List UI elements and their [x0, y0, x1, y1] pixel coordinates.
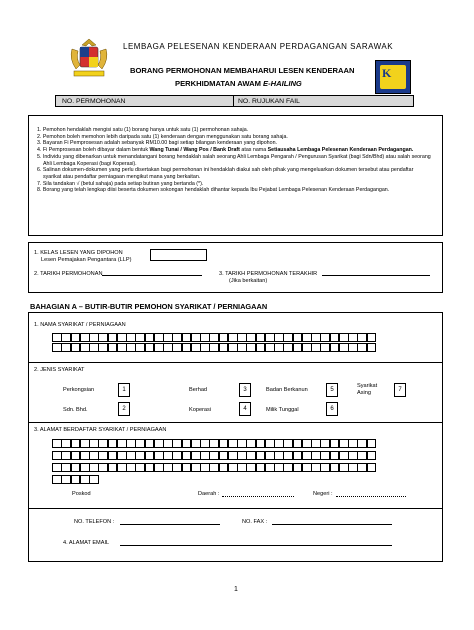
negeri-label: Negeri :: [313, 491, 333, 497]
tarikh-terakhir-input[interactable]: [322, 275, 430, 276]
tarikh-terakhir-label: 3. TARIKH PERMOHONAN TERAKHIR: [219, 271, 318, 277]
email-label: 4. ALAMAT EMAIL: [63, 540, 110, 546]
fax-label: NO. FAX :: [242, 519, 268, 525]
lpkp-logo-icon: [375, 60, 411, 94]
type-checkbox-3[interactable]: 3: [239, 383, 251, 397]
char-cell[interactable]: [367, 439, 377, 448]
form-title-prefix: PERKHIDMATAN AWAM: [175, 79, 264, 88]
instruction-item: 8. Borang yang telah lengkap diisi beserta dokumen sokongan hendaklah dihantar kepada Ibu Pejabat Lembaga Pelesenan Kenderaan Perdagangan.: [37, 187, 390, 194]
agency-name: LEMBAGA PELESENAN KENDERAAN PERDAGANGAN SARAWAK: [123, 42, 394, 51]
instructions-list: [37, 127, 432, 194]
instruction-item: 7. Sila tandakan √ (betul sahaja) pada setiap butiran yang bertanda (*).: [37, 180, 204, 187]
type-checkbox-7[interactable]: 7: [394, 383, 406, 397]
type-checkbox-6[interactable]: 6: [326, 402, 338, 416]
nama-syarikat-grid-row1[interactable]: [52, 333, 376, 342]
divider: [28, 508, 443, 509]
instruction-item: 1. Pemohon hendaklah mengisi satu (1) borang hanya untuk satu (1) permohonan sahaja.: [37, 127, 249, 133]
type-label-perkongsian: Perkongsian: [63, 387, 95, 393]
negeri-input[interactable]: [336, 496, 406, 497]
page-number: 1: [234, 586, 238, 593]
kelas-lesen-label: 1. KELAS LESEN YANG DIPOHON: [34, 250, 123, 256]
fax-input[interactable]: [272, 524, 392, 525]
form-title-italic: E-HAILING: [263, 79, 302, 88]
section-a-title: BAHAGIAN A – BUTIR-BUTIR PEMOHON SYARIKAT / PERNIAGAAN: [30, 302, 268, 311]
type-checkbox-2[interactable]: 2: [118, 402, 130, 416]
instruction-item: 6. Salinan dokumen-dokumen yang perlu disertakan bagi permohonan ini hendaklah diakui sah oleh pihak yang mengeluarkan dokumen tersebut atau pendaftar syarikat atau pendaftar perniagaan mengikut mana yang berkaitan.: [37, 167, 414, 180]
telefon-input[interactable]: [120, 524, 220, 525]
jenis-syarikat-label: 2. JENIS SYARIKAT: [34, 367, 85, 373]
type-label-milik-tunggal: Milik Tunggal: [266, 407, 299, 413]
alamat-grid-row2[interactable]: [52, 451, 376, 460]
char-cell[interactable]: [367, 463, 377, 472]
lpkp-logo-text: K: [382, 66, 392, 80]
instruction-item: 5. Individu yang dibenarkan untuk menandatangani borang hendaklah salah seorang Ahli Lembaga Pengarah / Pengurusan Syarikat (bagi Sdn/Bhd) atau salah seorang Ahli Lembaga Koperasi (bagi Koperasi).: [37, 153, 431, 167]
alamat-grid-row1[interactable]: [52, 439, 376, 448]
char-cell[interactable]: [367, 451, 377, 460]
char-cell[interactable]: [89, 475, 99, 484]
daerah-input[interactable]: [222, 496, 294, 497]
form-title-line2: [175, 79, 302, 88]
tarikh-terakhir-sub: (Jika berkaitan): [229, 278, 268, 284]
nama-syarikat-label: 1. NAMA SYARIKAT / PERNIAGAAN: [34, 322, 126, 328]
instruction-item: 2. Pemohon boleh memohon lebih daripada satu (1) kenderaan dengan menggunakan satu borang sahaja.: [37, 133, 288, 140]
char-cell[interactable]: [367, 343, 377, 352]
type-label-koperasi: Koperasi: [189, 407, 212, 413]
kelas-lesen-sub: Lesen Pemajakan Pengantara (LLP): [41, 257, 132, 263]
poskod-label: Poskod: [72, 491, 91, 497]
divider: [28, 362, 443, 363]
type-checkbox-1[interactable]: 1: [118, 383, 130, 397]
type-checkbox-4[interactable]: 4: [239, 402, 251, 416]
no-rujukan-fail-field[interactable]: NO. RUJUKAN FAIL: [238, 98, 300, 105]
daerah-label: Daerah :: [198, 491, 220, 497]
reference-bar: [55, 95, 414, 107]
divider: [28, 422, 443, 423]
no-permohonan-field[interactable]: NO. PERMOHONAN: [56, 96, 234, 106]
type-checkbox-5[interactable]: 5: [326, 383, 338, 397]
instructions-box: [28, 115, 443, 236]
tarikh-permohonan-label: 2. TARIKH PERMOHONAN: [34, 271, 103, 277]
poskod-grid[interactable]: [52, 475, 98, 484]
char-cell[interactable]: [367, 333, 377, 342]
tarikh-permohonan-input[interactable]: [102, 275, 202, 276]
email-input[interactable]: [120, 545, 392, 546]
type-label-badan-berkanun: Badan Berkanun: [266, 387, 308, 393]
type-label-berhad: Berhad: [189, 387, 208, 393]
kelas-lesen-input[interactable]: [150, 249, 207, 261]
alamat-grid-row3[interactable]: [52, 463, 376, 472]
instruction-item: 3. Bayaran Fi Pemprosesan adalah sebanyak RM10.00 bagi setiap bilangan kenderaan yang dipohon.: [37, 140, 277, 147]
type-label-syarikat-asing: Syarikat Asing: [357, 383, 378, 396]
alamat-label: 3. ALAMAT BERDAFTAR SYARIKAT / PERNIAGAAN: [34, 427, 167, 433]
jata-sarawak-crest-icon: [68, 37, 110, 81]
type-label-sdn-bhd: Sdn. Bhd.: [63, 407, 88, 413]
instruction-item: 4. Fi Pemprosesan boleh dibayar dalam bentuk Wang Tunai / Wang Pos / Bank Draft atas nama Setiausaha Lembaga Pelesenan Kenderaan Perdagangan.: [37, 147, 414, 154]
telefon-label: NO. TELEFON :: [74, 519, 115, 525]
form-title-line1: BORANG PERMOHONAN MEMBAHARUI LESEN KENDERAAN: [130, 66, 355, 75]
nama-syarikat-grid-row2[interactable]: [52, 343, 376, 352]
